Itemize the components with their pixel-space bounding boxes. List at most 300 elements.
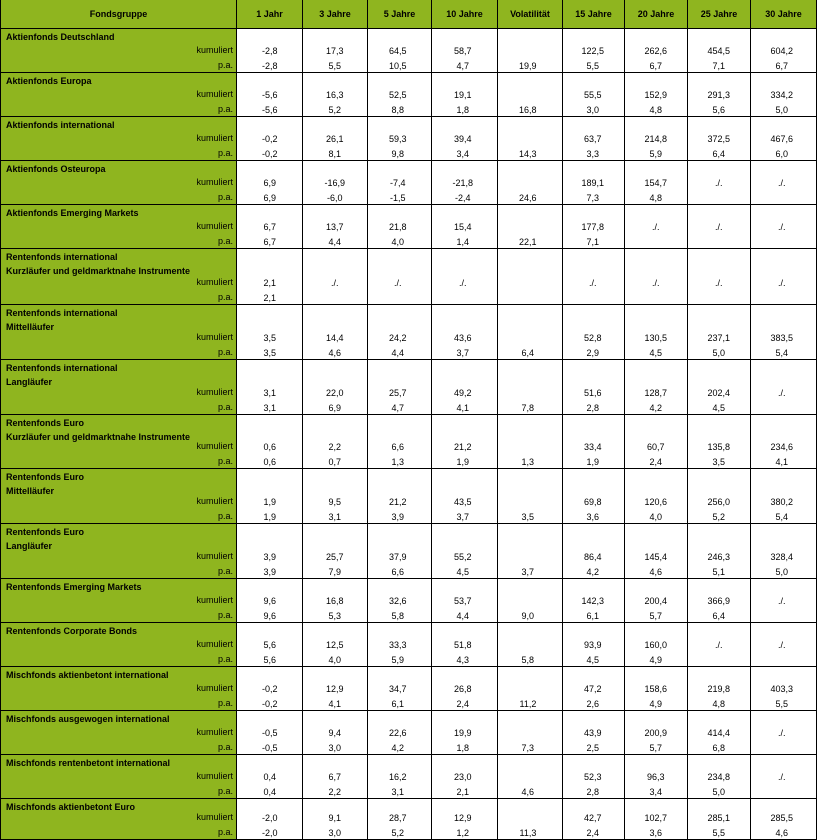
value-cell: 334,2 [770, 90, 794, 100]
header-col-3: 5 Jahre [368, 0, 432, 29]
value-cell: 145,4 [644, 552, 668, 562]
fund-group-cell [0, 623, 237, 667]
value-cell: 2,1 [263, 293, 277, 303]
fund-group-name-line: Rentenfonds international [6, 363, 118, 373]
value-cell: 17,3 [326, 46, 344, 56]
value-cell: -2,4 [455, 193, 471, 203]
value-cell: 6,7 [649, 61, 663, 71]
row-label-kumuliert: kumuliert [196, 89, 233, 99]
value-cell: 4,6 [521, 787, 535, 797]
value-cell: 16,3 [326, 90, 344, 100]
value-cell: 47,2 [584, 684, 602, 694]
value-cell: 3,1 [263, 388, 277, 398]
fund-group-name [6, 251, 190, 278]
column-divider [236, 0, 237, 840]
value-cell: 3,7 [456, 348, 470, 358]
column-divider [750, 0, 751, 840]
column-divider [624, 0, 625, 840]
value-cell: 6,7 [263, 237, 277, 247]
value-cell: 8,8 [391, 105, 405, 115]
value-cell: 4,7 [391, 403, 405, 413]
header-col-1: 1 Jahr [237, 0, 303, 29]
row-label-kumuliert: kumuliert [196, 221, 233, 231]
fund-group-cell [0, 711, 237, 755]
value-cell: 7,1 [712, 61, 726, 71]
value-cell: 11,2 [519, 699, 537, 709]
value-cell: -5,6 [262, 90, 278, 100]
value-cell: 5,5 [712, 828, 726, 838]
value-cell: 15,4 [454, 222, 472, 232]
fund-group-name-line: Aktienfonds international [6, 120, 115, 130]
value-cell: ./. [459, 278, 467, 288]
fund-group-name-line: Mittelläufer [6, 321, 55, 332]
value-cell: 3,6 [649, 828, 663, 838]
value-cell: 5,2 [712, 512, 726, 522]
value-cell: 1,8 [456, 105, 470, 115]
value-cell: 69,8 [584, 497, 602, 507]
value-cell: 5,8 [521, 655, 535, 665]
value-cell: 14,3 [519, 149, 537, 159]
value-cell: 2,2 [328, 442, 342, 452]
value-cell: -0,2 [262, 134, 278, 144]
value-cell: 4,6 [328, 348, 342, 358]
value-cell: 33,3 [389, 640, 407, 650]
value-cell: 1,8 [456, 743, 470, 753]
value-cell: 1,2 [456, 828, 470, 838]
header-col-8: 25 Jahre [688, 0, 751, 29]
value-cell: 5,0 [775, 567, 789, 577]
value-cell: 234,6 [770, 442, 794, 452]
value-cell: -0,5 [262, 743, 278, 753]
value-cell: -0,2 [262, 149, 278, 159]
value-cell: -0,2 [262, 684, 278, 694]
value-cell: 55,5 [584, 90, 602, 100]
value-cell: 1,9 [263, 497, 277, 507]
row-label-pa: p.a. [217, 827, 233, 837]
fund-group-name-line: Rentenfonds international [6, 252, 118, 262]
value-cell: -2,8 [262, 61, 278, 71]
value-cell: 2,6 [586, 699, 600, 709]
value-cell: 200,9 [644, 728, 668, 738]
fund-group-name [6, 757, 170, 771]
value-cell: 3,0 [328, 828, 342, 838]
fund-group-cell [0, 579, 237, 623]
value-cell: -7,4 [390, 178, 406, 188]
value-cell: 34,7 [389, 684, 407, 694]
value-cell: 7,8 [521, 403, 535, 413]
value-cell: 2,1 [263, 278, 277, 288]
value-cell: 3,3 [586, 149, 600, 159]
value-cell: 5,4 [775, 512, 789, 522]
fund-group-name-line: Rentenfonds Euro [6, 418, 84, 428]
value-cell: 6,9 [263, 178, 277, 188]
value-cell: 1,9 [586, 457, 600, 467]
value-cell: 3,1 [328, 512, 342, 522]
value-cell: 291,3 [707, 90, 731, 100]
row-label-pa: p.a. [217, 511, 233, 521]
value-cell: 9,4 [328, 728, 342, 738]
value-cell: 7,1 [586, 237, 600, 247]
value-cell: 16,8 [519, 105, 537, 115]
fund-group-cell [0, 249, 237, 305]
fund-group-name [6, 307, 118, 334]
value-cell: 5,5 [328, 61, 342, 71]
value-cell: 4,5 [649, 348, 663, 358]
value-cell: 0,6 [263, 457, 277, 467]
value-cell: -21,8 [452, 178, 474, 188]
value-cell: 234,8 [707, 772, 731, 782]
row-label-pa: p.a. [217, 402, 233, 412]
header-col-9: 30 Jahre [751, 0, 817, 29]
fund-group-name-line: Rentenfonds Euro [6, 472, 84, 482]
fund-group-name-line: Aktienfonds Osteuropa [6, 164, 106, 174]
value-cell: 4,9 [649, 655, 663, 665]
value-cell: 142,3 [581, 596, 605, 606]
row-label-kumuliert: kumuliert [196, 332, 233, 342]
value-cell: 1,4 [456, 237, 470, 247]
value-cell: 4,6 [775, 828, 789, 838]
value-cell: 262,6 [644, 46, 668, 56]
value-cell: 4,8 [649, 193, 663, 203]
value-cell: 93,9 [584, 640, 602, 650]
value-cell: 42,7 [584, 813, 602, 823]
value-cell: 43,5 [454, 497, 472, 507]
row-label-pa: p.a. [217, 456, 233, 466]
value-cell: 21,2 [454, 442, 472, 452]
value-cell: 19,9 [454, 728, 472, 738]
value-cell: 26,1 [326, 134, 344, 144]
fund-group-name-line: Kurzläufer und geldmarktnahe Instrumente [6, 265, 191, 276]
value-cell: 130,5 [644, 333, 668, 343]
value-cell: 467,6 [770, 134, 794, 144]
row-label-pa: p.a. [217, 192, 233, 202]
value-cell: 43,6 [454, 333, 472, 343]
value-cell: 33,4 [584, 442, 602, 452]
row-label-kumuliert: kumuliert [196, 387, 233, 397]
value-cell: 4,4 [328, 237, 342, 247]
value-cell: 21,2 [389, 497, 407, 507]
value-cell: ./. [778, 728, 786, 738]
row-label-pa: p.a. [217, 698, 233, 708]
value-cell: 604,2 [770, 46, 794, 56]
value-cell: 3,1 [391, 787, 405, 797]
value-cell: 3,5 [263, 348, 277, 358]
value-cell: 51,8 [454, 640, 472, 650]
header-col-6: 15 Jahre [563, 0, 625, 29]
fund-group-name [6, 625, 137, 639]
value-cell: 5,6 [263, 640, 277, 650]
fund-group-cell [0, 205, 237, 249]
value-cell: 3,7 [456, 512, 470, 522]
value-cell: 4,0 [391, 237, 405, 247]
value-cell: -16,9 [324, 178, 346, 188]
value-cell: 64,5 [389, 46, 407, 56]
header-col-5: Volatilität [498, 0, 563, 29]
value-cell: 3,7 [521, 567, 535, 577]
value-cell: 5,4 [775, 348, 789, 358]
fund-group-cell [0, 161, 237, 205]
value-cell: 4,0 [649, 512, 663, 522]
row-label-pa: p.a. [217, 654, 233, 664]
value-cell: 6,1 [391, 699, 405, 709]
row-label-pa: p.a. [217, 786, 233, 796]
value-cell: 6,7 [263, 222, 277, 232]
row-label-kumuliert: kumuliert [196, 496, 233, 506]
value-cell: 16,8 [326, 596, 344, 606]
value-cell: 372,5 [707, 134, 731, 144]
value-cell: 237,1 [707, 333, 731, 343]
fund-group-name [6, 581, 142, 595]
value-cell: 9,0 [521, 611, 535, 621]
value-cell: 12,9 [454, 813, 472, 823]
value-cell: 328,4 [770, 552, 794, 562]
fund-group-name-line: Aktienfonds Europa [6, 76, 92, 86]
row-label-kumuliert: kumuliert [196, 595, 233, 605]
fund-group-name [6, 526, 84, 553]
value-cell: 120,6 [644, 497, 668, 507]
value-cell: 32,6 [389, 596, 407, 606]
header-col-7: 20 Jahre [625, 0, 688, 29]
value-cell: 5,1 [712, 567, 726, 577]
value-cell: ./. [715, 178, 723, 188]
value-cell: 285,1 [707, 813, 731, 823]
value-cell: 5,9 [391, 655, 405, 665]
value-cell: -2,0 [262, 813, 278, 823]
value-cell: 19,9 [519, 61, 537, 71]
value-cell: 4,5 [586, 655, 600, 665]
fund-group-cell [0, 305, 237, 360]
value-cell: 7,9 [328, 567, 342, 577]
value-cell: 7,3 [586, 193, 600, 203]
value-cell: 5,0 [712, 348, 726, 358]
value-cell: ./. [715, 640, 723, 650]
value-cell: 2,8 [586, 403, 600, 413]
fund-group-name [6, 713, 170, 727]
value-cell: 0,4 [263, 772, 277, 782]
value-cell: 9,6 [263, 596, 277, 606]
value-cell: 6,7 [328, 772, 342, 782]
value-cell: 96,3 [647, 772, 665, 782]
value-cell: ./. [589, 278, 597, 288]
value-cell: 128,7 [644, 388, 668, 398]
value-cell: 1,9 [263, 512, 277, 522]
value-cell: 6,4 [712, 611, 726, 621]
value-cell: 26,8 [454, 684, 472, 694]
value-cell: 4,0 [328, 655, 342, 665]
value-cell: ./. [778, 222, 786, 232]
value-cell: 6,9 [328, 403, 342, 413]
value-cell: -2,8 [262, 46, 278, 56]
row-label-pa: p.a. [217, 742, 233, 752]
fund-group-cell [0, 360, 237, 415]
fund-group-cell [0, 755, 237, 799]
value-cell: 52,3 [584, 772, 602, 782]
value-cell: 5,5 [775, 699, 789, 709]
value-cell: 12,5 [326, 640, 344, 650]
fund-group-cell [0, 524, 237, 579]
value-cell: 0,4 [263, 787, 277, 797]
value-cell: 5,0 [712, 787, 726, 797]
value-cell: 5,5 [586, 61, 600, 71]
value-cell: 6,0 [775, 149, 789, 159]
fund-group-name [6, 31, 115, 45]
value-cell: 8,1 [328, 149, 342, 159]
value-cell: 16,2 [389, 772, 407, 782]
value-cell: 55,2 [454, 552, 472, 562]
value-cell: 9,1 [328, 813, 342, 823]
value-cell: 200,4 [644, 596, 668, 606]
fund-group-name [6, 163, 106, 177]
value-cell: 22,0 [326, 388, 344, 398]
value-cell: 135,8 [707, 442, 731, 452]
row-label-pa: p.a. [217, 236, 233, 246]
fund-group-name-line: Rentenfonds Emerging Markets [6, 582, 142, 592]
value-cell: ./. [652, 222, 660, 232]
value-cell: 189,1 [581, 178, 605, 188]
value-cell: 4,6 [649, 567, 663, 577]
value-cell: 52,8 [584, 333, 602, 343]
value-cell: ./. [652, 278, 660, 288]
value-cell: 21,8 [389, 222, 407, 232]
column-divider [497, 0, 498, 840]
fund-group-cell [0, 117, 237, 161]
value-cell: 22,1 [519, 237, 537, 247]
value-cell: 63,7 [584, 134, 602, 144]
fund-group-name [6, 119, 115, 133]
row-label-kumuliert: kumuliert [196, 45, 233, 55]
row-band [237, 249, 817, 305]
value-cell: 1,9 [456, 457, 470, 467]
header-col-2: 3 Jahre [303, 0, 368, 29]
value-cell: 154,7 [644, 178, 668, 188]
fund-group-name-line: Mischfonds aktienbetont international [6, 670, 169, 680]
value-cell: 12,9 [326, 684, 344, 694]
value-cell: 4,1 [328, 699, 342, 709]
value-cell: 0,7 [328, 457, 342, 467]
value-cell: 3,0 [586, 105, 600, 115]
value-cell: 5,7 [649, 743, 663, 753]
value-cell: 4,1 [456, 403, 470, 413]
row-label-pa: p.a. [217, 60, 233, 70]
value-cell: 214,8 [644, 134, 668, 144]
value-cell: 60,7 [647, 442, 665, 452]
value-cell: 285,5 [770, 813, 794, 823]
value-cell: 3,4 [456, 149, 470, 159]
value-cell: 5,0 [775, 105, 789, 115]
value-cell: 4,5 [456, 567, 470, 577]
value-cell: 43,9 [584, 728, 602, 738]
fund-group-name-line: Langläufer [6, 376, 53, 387]
value-cell: 2,1 [456, 787, 470, 797]
value-cell: 4,3 [456, 655, 470, 665]
value-cell: 37,9 [389, 552, 407, 562]
value-cell: 52,5 [389, 90, 407, 100]
row-label-kumuliert: kumuliert [196, 683, 233, 693]
value-cell: 4,4 [456, 611, 470, 621]
fund-group-name [6, 207, 139, 221]
value-cell: 403,3 [770, 684, 794, 694]
row-label-pa: p.a. [217, 292, 233, 302]
value-cell: 9,8 [391, 149, 405, 159]
value-cell: 86,4 [584, 552, 602, 562]
value-cell: 24,2 [389, 333, 407, 343]
value-cell: 6,6 [391, 567, 405, 577]
fund-group-name-line: Langläufer [6, 540, 53, 551]
value-cell: ./. [394, 278, 402, 288]
value-cell: 3,9 [263, 552, 277, 562]
row-label-pa: p.a. [217, 566, 233, 576]
row-label-kumuliert: kumuliert [196, 177, 233, 187]
fund-group-name-line: Rentenfonds Corporate Bonds [6, 626, 138, 636]
value-cell: 4,7 [456, 61, 470, 71]
row-label-pa: p.a. [217, 347, 233, 357]
value-cell: -0,2 [262, 699, 278, 709]
value-cell: -6,0 [327, 193, 343, 203]
value-cell: 3,1 [263, 403, 277, 413]
fund-group-name-line: Mischfonds aktienbetont Euro [6, 802, 136, 812]
value-cell: 3,5 [521, 512, 535, 522]
value-cell: 1,3 [391, 457, 405, 467]
row-label-kumuliert: kumuliert [196, 551, 233, 561]
value-cell: 3,9 [391, 512, 405, 522]
row-label-pa: p.a. [217, 148, 233, 158]
fund-group-cell [0, 799, 237, 840]
fund-group-name [6, 417, 190, 444]
fund-group-name [6, 471, 84, 498]
header-fondsgruppe: Fondsgruppe [0, 0, 237, 29]
value-cell: 256,0 [707, 497, 731, 507]
value-cell: 158,6 [644, 684, 668, 694]
value-cell: ./. [715, 278, 723, 288]
fund-group-cell [0, 73, 237, 117]
row-label-pa: p.a. [217, 104, 233, 114]
value-cell: 160,0 [644, 640, 668, 650]
value-cell: 11,3 [519, 828, 537, 838]
value-cell: ./. [778, 772, 786, 782]
value-cell: 6,1 [586, 611, 600, 621]
value-cell: 1,3 [521, 457, 535, 467]
value-cell: 5,2 [328, 105, 342, 115]
value-cell: 4,2 [649, 403, 663, 413]
value-cell: 152,9 [644, 90, 668, 100]
value-cell: 9,6 [263, 611, 277, 621]
value-cell: 22,6 [389, 728, 407, 738]
row-label-pa: p.a. [217, 610, 233, 620]
fund-group-cell [0, 469, 237, 524]
row-label-kumuliert: kumuliert [196, 277, 233, 287]
value-cell: 4,5 [712, 403, 726, 413]
column-divider [302, 0, 303, 840]
value-cell: 2,4 [456, 699, 470, 709]
value-cell: 366,9 [707, 596, 731, 606]
value-cell: 25,7 [326, 552, 344, 562]
fund-group-name-line: Rentenfonds Euro [6, 527, 84, 537]
value-cell: 5,6 [263, 655, 277, 665]
fund-group-cell [0, 667, 237, 711]
fund-group-name-line: Kurzläufer und geldmarktnahe Instrumente [6, 431, 191, 442]
value-cell: 202,4 [707, 388, 731, 398]
header-col-4: 10 Jahre [432, 0, 498, 29]
row-label-kumuliert: kumuliert [196, 812, 233, 822]
value-cell: ./. [778, 596, 786, 606]
value-cell: ./. [778, 178, 786, 188]
column-divider [367, 0, 368, 840]
fund-group-name [6, 801, 135, 815]
value-cell: 9,5 [328, 497, 342, 507]
value-cell: 2,4 [649, 457, 663, 467]
value-cell: 2,2 [328, 787, 342, 797]
value-cell: 3,9 [263, 567, 277, 577]
